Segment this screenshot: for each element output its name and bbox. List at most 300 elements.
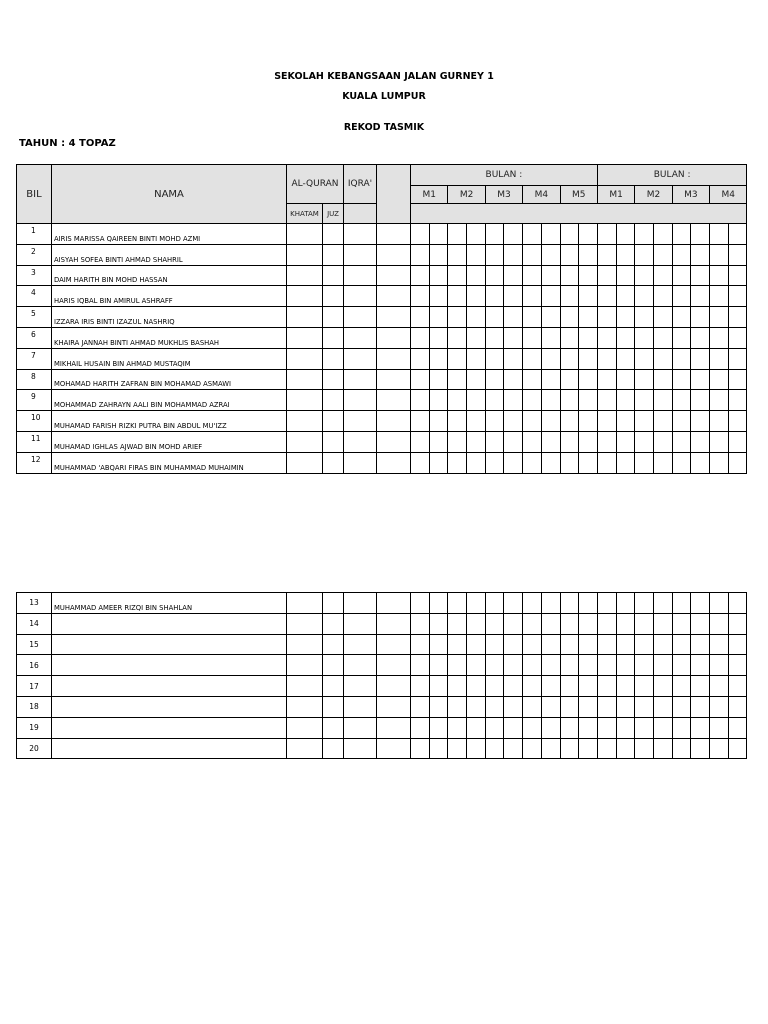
record-cell[interactable] xyxy=(672,348,691,369)
record-cell[interactable] xyxy=(710,244,729,265)
record-cell[interactable] xyxy=(635,696,654,717)
record-cell[interactable] xyxy=(344,655,377,676)
record-cell[interactable] xyxy=(579,738,598,759)
record-cell[interactable] xyxy=(616,348,635,369)
record-cell[interactable] xyxy=(653,244,672,265)
record-cell[interactable] xyxy=(597,593,616,614)
record-cell[interactable] xyxy=(560,655,579,676)
record-cell[interactable] xyxy=(653,369,672,390)
record-cell[interactable] xyxy=(579,390,598,411)
record-cell[interactable] xyxy=(635,634,654,655)
record-cell[interactable] xyxy=(579,696,598,717)
record-cell[interactable] xyxy=(691,369,710,390)
record-cell[interactable] xyxy=(504,327,523,348)
record-cell[interactable] xyxy=(579,655,598,676)
record-cell[interactable] xyxy=(579,348,598,369)
record-cell[interactable] xyxy=(523,738,542,759)
record-cell[interactable] xyxy=(728,676,747,697)
record-cell[interactable] xyxy=(728,593,747,614)
record-cell[interactable] xyxy=(448,634,467,655)
record-cell[interactable] xyxy=(710,431,729,452)
record-cell[interactable] xyxy=(467,286,486,307)
record-cell[interactable] xyxy=(485,431,504,452)
record-cell[interactable] xyxy=(541,390,560,411)
record-cell[interactable] xyxy=(616,676,635,697)
record-cell[interactable] xyxy=(597,613,616,634)
record-cell[interactable] xyxy=(560,613,579,634)
record-cell[interactable] xyxy=(448,327,467,348)
record-cell[interactable] xyxy=(691,452,710,473)
record-cell[interactable] xyxy=(691,411,710,432)
record-cell[interactable] xyxy=(344,307,377,328)
record-cell[interactable] xyxy=(429,224,448,245)
record-cell[interactable] xyxy=(377,738,411,759)
record-cell[interactable] xyxy=(429,452,448,473)
record-cell[interactable] xyxy=(411,224,430,245)
record-cell[interactable] xyxy=(597,390,616,411)
record-cell[interactable] xyxy=(541,411,560,432)
record-cell[interactable] xyxy=(672,655,691,676)
record-cell[interactable] xyxy=(429,244,448,265)
record-cell[interactable] xyxy=(504,244,523,265)
record-cell[interactable] xyxy=(653,593,672,614)
record-cell[interactable] xyxy=(560,738,579,759)
record-cell[interactable] xyxy=(728,286,747,307)
record-cell[interactable] xyxy=(653,452,672,473)
record-cell[interactable] xyxy=(691,244,710,265)
record-cell[interactable] xyxy=(485,634,504,655)
record-cell[interactable] xyxy=(467,696,486,717)
record-cell[interactable] xyxy=(287,676,323,697)
record-cell[interactable] xyxy=(323,452,344,473)
record-cell[interactable] xyxy=(710,265,729,286)
record-cell[interactable] xyxy=(287,286,323,307)
record-cell[interactable] xyxy=(691,738,710,759)
record-cell[interactable] xyxy=(287,613,323,634)
record-cell[interactable] xyxy=(541,452,560,473)
record-cell[interactable] xyxy=(523,717,542,738)
record-cell[interactable] xyxy=(710,286,729,307)
record-cell[interactable] xyxy=(448,452,467,473)
record-cell[interactable] xyxy=(635,431,654,452)
record-cell[interactable] xyxy=(541,348,560,369)
record-cell[interactable] xyxy=(523,369,542,390)
record-cell[interactable] xyxy=(377,348,411,369)
record-cell[interactable] xyxy=(429,307,448,328)
record-cell[interactable] xyxy=(653,327,672,348)
record-cell[interactable] xyxy=(728,327,747,348)
record-cell[interactable] xyxy=(377,390,411,411)
record-cell[interactable] xyxy=(467,717,486,738)
record-cell[interactable] xyxy=(710,593,729,614)
record-cell[interactable] xyxy=(429,390,448,411)
record-cell[interactable] xyxy=(411,327,430,348)
record-cell[interactable] xyxy=(287,696,323,717)
record-cell[interactable] xyxy=(344,634,377,655)
record-cell[interactable] xyxy=(728,348,747,369)
record-cell[interactable] xyxy=(467,390,486,411)
record-cell[interactable] xyxy=(672,286,691,307)
record-cell[interactable] xyxy=(579,593,598,614)
record-cell[interactable] xyxy=(448,431,467,452)
record-cell[interactable] xyxy=(579,327,598,348)
record-cell[interactable] xyxy=(691,717,710,738)
record-cell[interactable] xyxy=(691,696,710,717)
record-cell[interactable] xyxy=(728,224,747,245)
record-cell[interactable] xyxy=(411,348,430,369)
record-cell[interactable] xyxy=(672,676,691,697)
record-cell[interactable] xyxy=(344,738,377,759)
record-cell[interactable] xyxy=(377,244,411,265)
record-cell[interactable] xyxy=(323,348,344,369)
record-cell[interactable] xyxy=(448,696,467,717)
record-cell[interactable] xyxy=(344,390,377,411)
record-cell[interactable] xyxy=(411,307,430,328)
record-cell[interactable] xyxy=(691,676,710,697)
record-cell[interactable] xyxy=(560,411,579,432)
record-cell[interactable] xyxy=(429,738,448,759)
record-cell[interactable] xyxy=(597,431,616,452)
record-cell[interactable] xyxy=(597,411,616,432)
record-cell[interactable] xyxy=(344,224,377,245)
record-cell[interactable] xyxy=(448,593,467,614)
record-cell[interactable] xyxy=(467,244,486,265)
record-cell[interactable] xyxy=(523,696,542,717)
record-cell[interactable] xyxy=(448,717,467,738)
record-cell[interactable] xyxy=(635,265,654,286)
record-cell[interactable] xyxy=(541,431,560,452)
record-cell[interactable] xyxy=(523,307,542,328)
record-cell[interactable] xyxy=(429,613,448,634)
record-cell[interactable] xyxy=(616,411,635,432)
record-cell[interactable] xyxy=(411,286,430,307)
record-cell[interactable] xyxy=(287,717,323,738)
record-cell[interactable] xyxy=(411,655,430,676)
record-cell[interactable] xyxy=(653,738,672,759)
record-cell[interactable] xyxy=(541,369,560,390)
record-cell[interactable] xyxy=(635,390,654,411)
record-cell[interactable] xyxy=(616,696,635,717)
record-cell[interactable] xyxy=(672,717,691,738)
record-cell[interactable] xyxy=(635,738,654,759)
record-cell[interactable] xyxy=(653,411,672,432)
record-cell[interactable] xyxy=(728,265,747,286)
record-cell[interactable] xyxy=(616,327,635,348)
record-cell[interactable] xyxy=(523,244,542,265)
record-cell[interactable] xyxy=(672,327,691,348)
record-cell[interactable] xyxy=(560,431,579,452)
record-cell[interactable] xyxy=(710,369,729,390)
record-cell[interactable] xyxy=(635,411,654,432)
record-cell[interactable] xyxy=(523,431,542,452)
record-cell[interactable] xyxy=(728,655,747,676)
record-cell[interactable] xyxy=(579,717,598,738)
record-cell[interactable] xyxy=(653,265,672,286)
record-cell[interactable] xyxy=(504,717,523,738)
record-cell[interactable] xyxy=(429,717,448,738)
record-cell[interactable] xyxy=(579,369,598,390)
record-cell[interactable] xyxy=(485,307,504,328)
record-cell[interactable] xyxy=(579,676,598,697)
record-cell[interactable] xyxy=(485,390,504,411)
record-cell[interactable] xyxy=(560,244,579,265)
record-cell[interactable] xyxy=(523,348,542,369)
record-cell[interactable] xyxy=(672,696,691,717)
record-cell[interactable] xyxy=(323,738,344,759)
record-cell[interactable] xyxy=(467,431,486,452)
record-cell[interactable] xyxy=(691,224,710,245)
record-cell[interactable] xyxy=(691,613,710,634)
record-cell[interactable] xyxy=(287,369,323,390)
record-cell[interactable] xyxy=(377,655,411,676)
record-cell[interactable] xyxy=(323,307,344,328)
record-cell[interactable] xyxy=(504,265,523,286)
record-cell[interactable] xyxy=(523,452,542,473)
record-cell[interactable] xyxy=(616,369,635,390)
record-cell[interactable] xyxy=(672,390,691,411)
record-cell[interactable] xyxy=(541,286,560,307)
record-cell[interactable] xyxy=(691,593,710,614)
record-cell[interactable] xyxy=(448,286,467,307)
record-cell[interactable] xyxy=(653,676,672,697)
record-cell[interactable] xyxy=(429,411,448,432)
record-cell[interactable] xyxy=(467,265,486,286)
record-cell[interactable] xyxy=(429,265,448,286)
record-cell[interactable] xyxy=(672,244,691,265)
record-cell[interactable] xyxy=(504,369,523,390)
record-cell[interactable] xyxy=(344,244,377,265)
record-cell[interactable] xyxy=(579,286,598,307)
record-cell[interactable] xyxy=(541,265,560,286)
record-cell[interactable] xyxy=(616,431,635,452)
record-cell[interactable] xyxy=(287,348,323,369)
record-cell[interactable] xyxy=(597,738,616,759)
record-cell[interactable] xyxy=(504,738,523,759)
record-cell[interactable] xyxy=(485,696,504,717)
record-cell[interactable] xyxy=(504,676,523,697)
record-cell[interactable] xyxy=(597,224,616,245)
record-cell[interactable] xyxy=(467,224,486,245)
record-cell[interactable] xyxy=(635,224,654,245)
record-cell[interactable] xyxy=(710,224,729,245)
record-cell[interactable] xyxy=(485,244,504,265)
record-cell[interactable] xyxy=(728,452,747,473)
record-cell[interactable] xyxy=(344,369,377,390)
record-cell[interactable] xyxy=(616,286,635,307)
record-cell[interactable] xyxy=(287,390,323,411)
record-cell[interactable] xyxy=(579,452,598,473)
record-cell[interactable] xyxy=(448,224,467,245)
record-cell[interactable] xyxy=(691,327,710,348)
record-cell[interactable] xyxy=(429,369,448,390)
record-cell[interactable] xyxy=(541,613,560,634)
record-cell[interactable] xyxy=(467,676,486,697)
record-cell[interactable] xyxy=(597,265,616,286)
record-cell[interactable] xyxy=(523,390,542,411)
record-cell[interactable] xyxy=(287,265,323,286)
record-cell[interactable] xyxy=(448,411,467,432)
record-cell[interactable] xyxy=(377,676,411,697)
record-cell[interactable] xyxy=(411,411,430,432)
record-cell[interactable] xyxy=(597,307,616,328)
record-cell[interactable] xyxy=(635,676,654,697)
record-cell[interactable] xyxy=(377,634,411,655)
record-cell[interactable] xyxy=(728,307,747,328)
record-cell[interactable] xyxy=(344,696,377,717)
record-cell[interactable] xyxy=(448,244,467,265)
record-cell[interactable] xyxy=(560,369,579,390)
record-cell[interactable] xyxy=(710,717,729,738)
record-cell[interactable] xyxy=(323,676,344,697)
record-cell[interactable] xyxy=(411,676,430,697)
record-cell[interactable] xyxy=(523,655,542,676)
record-cell[interactable] xyxy=(653,431,672,452)
record-cell[interactable] xyxy=(560,265,579,286)
record-cell[interactable] xyxy=(710,452,729,473)
record-cell[interactable] xyxy=(579,244,598,265)
record-cell[interactable] xyxy=(344,327,377,348)
record-cell[interactable] xyxy=(377,717,411,738)
record-cell[interactable] xyxy=(377,369,411,390)
record-cell[interactable] xyxy=(377,327,411,348)
record-cell[interactable] xyxy=(653,634,672,655)
record-cell[interactable] xyxy=(411,431,430,452)
record-cell[interactable] xyxy=(485,613,504,634)
record-cell[interactable] xyxy=(616,634,635,655)
record-cell[interactable] xyxy=(429,286,448,307)
record-cell[interactable] xyxy=(579,613,598,634)
record-cell[interactable] xyxy=(541,676,560,697)
record-cell[interactable] xyxy=(323,224,344,245)
record-cell[interactable] xyxy=(448,348,467,369)
record-cell[interactable] xyxy=(691,655,710,676)
record-cell[interactable] xyxy=(597,327,616,348)
record-cell[interactable] xyxy=(616,613,635,634)
record-cell[interactable] xyxy=(467,613,486,634)
record-cell[interactable] xyxy=(523,224,542,245)
record-cell[interactable] xyxy=(467,327,486,348)
record-cell[interactable] xyxy=(728,431,747,452)
record-cell[interactable] xyxy=(485,348,504,369)
record-cell[interactable] xyxy=(691,265,710,286)
record-cell[interactable] xyxy=(467,655,486,676)
record-cell[interactable] xyxy=(653,224,672,245)
record-cell[interactable] xyxy=(616,593,635,614)
record-cell[interactable] xyxy=(344,431,377,452)
record-cell[interactable] xyxy=(710,738,729,759)
record-cell[interactable] xyxy=(597,369,616,390)
record-cell[interactable] xyxy=(448,676,467,697)
record-cell[interactable] xyxy=(616,717,635,738)
record-cell[interactable] xyxy=(323,593,344,614)
record-cell[interactable] xyxy=(344,676,377,697)
record-cell[interactable] xyxy=(672,369,691,390)
record-cell[interactable] xyxy=(560,348,579,369)
record-cell[interactable] xyxy=(287,738,323,759)
record-cell[interactable] xyxy=(710,613,729,634)
record-cell[interactable] xyxy=(323,369,344,390)
record-cell[interactable] xyxy=(710,307,729,328)
record-cell[interactable] xyxy=(467,634,486,655)
record-cell[interactable] xyxy=(523,265,542,286)
record-cell[interactable] xyxy=(411,593,430,614)
record-cell[interactable] xyxy=(344,286,377,307)
record-cell[interactable] xyxy=(635,307,654,328)
record-cell[interactable] xyxy=(504,224,523,245)
record-cell[interactable] xyxy=(616,244,635,265)
record-cell[interactable] xyxy=(323,634,344,655)
record-cell[interactable] xyxy=(377,224,411,245)
record-cell[interactable] xyxy=(485,655,504,676)
record-cell[interactable] xyxy=(541,307,560,328)
record-cell[interactable] xyxy=(504,634,523,655)
record-cell[interactable] xyxy=(653,348,672,369)
record-cell[interactable] xyxy=(728,244,747,265)
record-cell[interactable] xyxy=(504,452,523,473)
record-cell[interactable] xyxy=(616,738,635,759)
record-cell[interactable] xyxy=(672,224,691,245)
record-cell[interactable] xyxy=(560,224,579,245)
record-cell[interactable] xyxy=(287,452,323,473)
record-cell[interactable] xyxy=(504,411,523,432)
record-cell[interactable] xyxy=(691,307,710,328)
record-cell[interactable] xyxy=(485,327,504,348)
record-cell[interactable] xyxy=(560,696,579,717)
record-cell[interactable] xyxy=(728,390,747,411)
record-cell[interactable] xyxy=(653,390,672,411)
record-cell[interactable] xyxy=(579,431,598,452)
record-cell[interactable] xyxy=(485,676,504,697)
record-cell[interactable] xyxy=(485,411,504,432)
record-cell[interactable] xyxy=(710,411,729,432)
record-cell[interactable] xyxy=(635,593,654,614)
record-cell[interactable] xyxy=(635,327,654,348)
record-cell[interactable] xyxy=(728,411,747,432)
record-cell[interactable] xyxy=(485,738,504,759)
record-cell[interactable] xyxy=(653,286,672,307)
record-cell[interactable] xyxy=(597,286,616,307)
record-cell[interactable] xyxy=(467,593,486,614)
record-cell[interactable] xyxy=(485,286,504,307)
record-cell[interactable] xyxy=(653,696,672,717)
record-cell[interactable] xyxy=(728,613,747,634)
record-cell[interactable] xyxy=(467,307,486,328)
record-cell[interactable] xyxy=(504,390,523,411)
record-cell[interactable] xyxy=(523,411,542,432)
record-cell[interactable] xyxy=(323,655,344,676)
record-cell[interactable] xyxy=(504,696,523,717)
record-cell[interactable] xyxy=(560,286,579,307)
record-cell[interactable] xyxy=(411,613,430,634)
record-cell[interactable] xyxy=(323,717,344,738)
record-cell[interactable] xyxy=(560,452,579,473)
record-cell[interactable] xyxy=(411,265,430,286)
record-cell[interactable] xyxy=(323,390,344,411)
record-cell[interactable] xyxy=(411,369,430,390)
record-cell[interactable] xyxy=(691,348,710,369)
record-cell[interactable] xyxy=(616,452,635,473)
record-cell[interactable] xyxy=(523,676,542,697)
record-cell[interactable] xyxy=(728,717,747,738)
record-cell[interactable] xyxy=(541,717,560,738)
record-cell[interactable] xyxy=(344,411,377,432)
record-cell[interactable] xyxy=(411,696,430,717)
record-cell[interactable] xyxy=(672,738,691,759)
record-cell[interactable] xyxy=(579,265,598,286)
record-cell[interactable] xyxy=(653,307,672,328)
record-cell[interactable] xyxy=(672,452,691,473)
record-cell[interactable] xyxy=(653,613,672,634)
